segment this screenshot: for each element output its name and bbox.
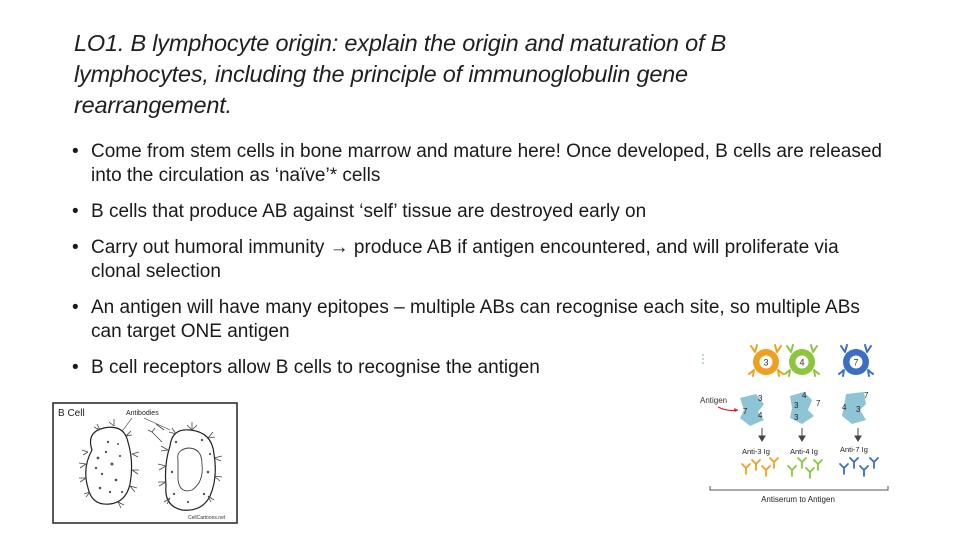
slide-title: LO1. B lymphocyte origin: explain the origin and maturation of B lymphocytes, including the principle of immunoglobulin gene rearrangement. [74,30,727,118]
bullet-text: Come from stem cells in bone marrow and mature here! Once developed, B cells are released into the circulation as ‘naïve’* cells [91,141,882,186]
antigen-1 [740,394,764,426]
b-cell-label: B Cell [58,408,85,419]
bullet-text-after: produce AB if antigen encountered, and will proliferate via clonal selection [91,237,839,282]
bullet-text: B cell receptors allow B cells to recognise the antigen [91,357,540,378]
b-cell-3 [749,345,783,376]
antigen-3 [842,391,869,424]
arrow-icon: → [329,237,349,258]
epitope-digit: 4 [758,411,763,420]
epitope-digit: 7 [743,407,748,416]
epitope-digit: 3 [856,405,861,414]
bullet-text-before: Carry out humoral immunity [91,237,330,258]
bullet-dot: • [72,201,79,222]
antibodies-label: Antibodies [126,410,159,417]
antiserum-caption: Antiserum to Antigen [761,495,835,504]
cell-number: 7 [853,357,859,368]
epitope-digit: 7 [864,391,869,400]
antibody-icon [840,458,878,476]
bullet-text: An antigen will have many epitopes – multiple ABs can recognise each site, so multiple ABs can target ONE antigen [91,297,860,342]
antiserum-diagram [698,340,894,510]
cell-number: 4 [799,357,805,368]
epitope-digit: 7 [816,399,821,408]
bullet-item [72,140,892,188]
epitope-digit: 3 [794,413,799,422]
anti-4-label: Anti-4 Ig [790,447,818,456]
bullet-item [72,236,892,284]
antigen-label: Antigen [700,396,728,405]
antibody-icon [788,458,822,478]
anti-3-label: Anti-3 Ig [742,447,770,456]
bullet-dot: • [72,141,79,162]
b-cell-cartoon [52,402,238,524]
epitope-digit: 4 [842,403,847,412]
credit-label: CellCartoons.net [188,515,226,521]
antigen-2 [790,391,821,424]
bullet-dot: • [72,357,79,378]
bullet-text: B cells that produce AB against ‘self’ tissue are destroyed early on [91,201,647,222]
bullet-item [72,296,892,344]
epitope-digit: 3 [758,394,763,403]
epitope-digit: 3 [794,401,799,410]
b-cell-4 [785,345,819,376]
bullet-dot: • [72,237,79,258]
bullet-item [72,200,892,224]
epitope-digit: 4 [802,391,807,400]
anti-7-label: Anti-7 Ig [840,445,868,454]
cell-number: 3 [763,357,769,368]
bullet-dot: • [72,297,79,318]
antibody-icon [742,458,778,476]
b-cell-7 [839,345,873,376]
